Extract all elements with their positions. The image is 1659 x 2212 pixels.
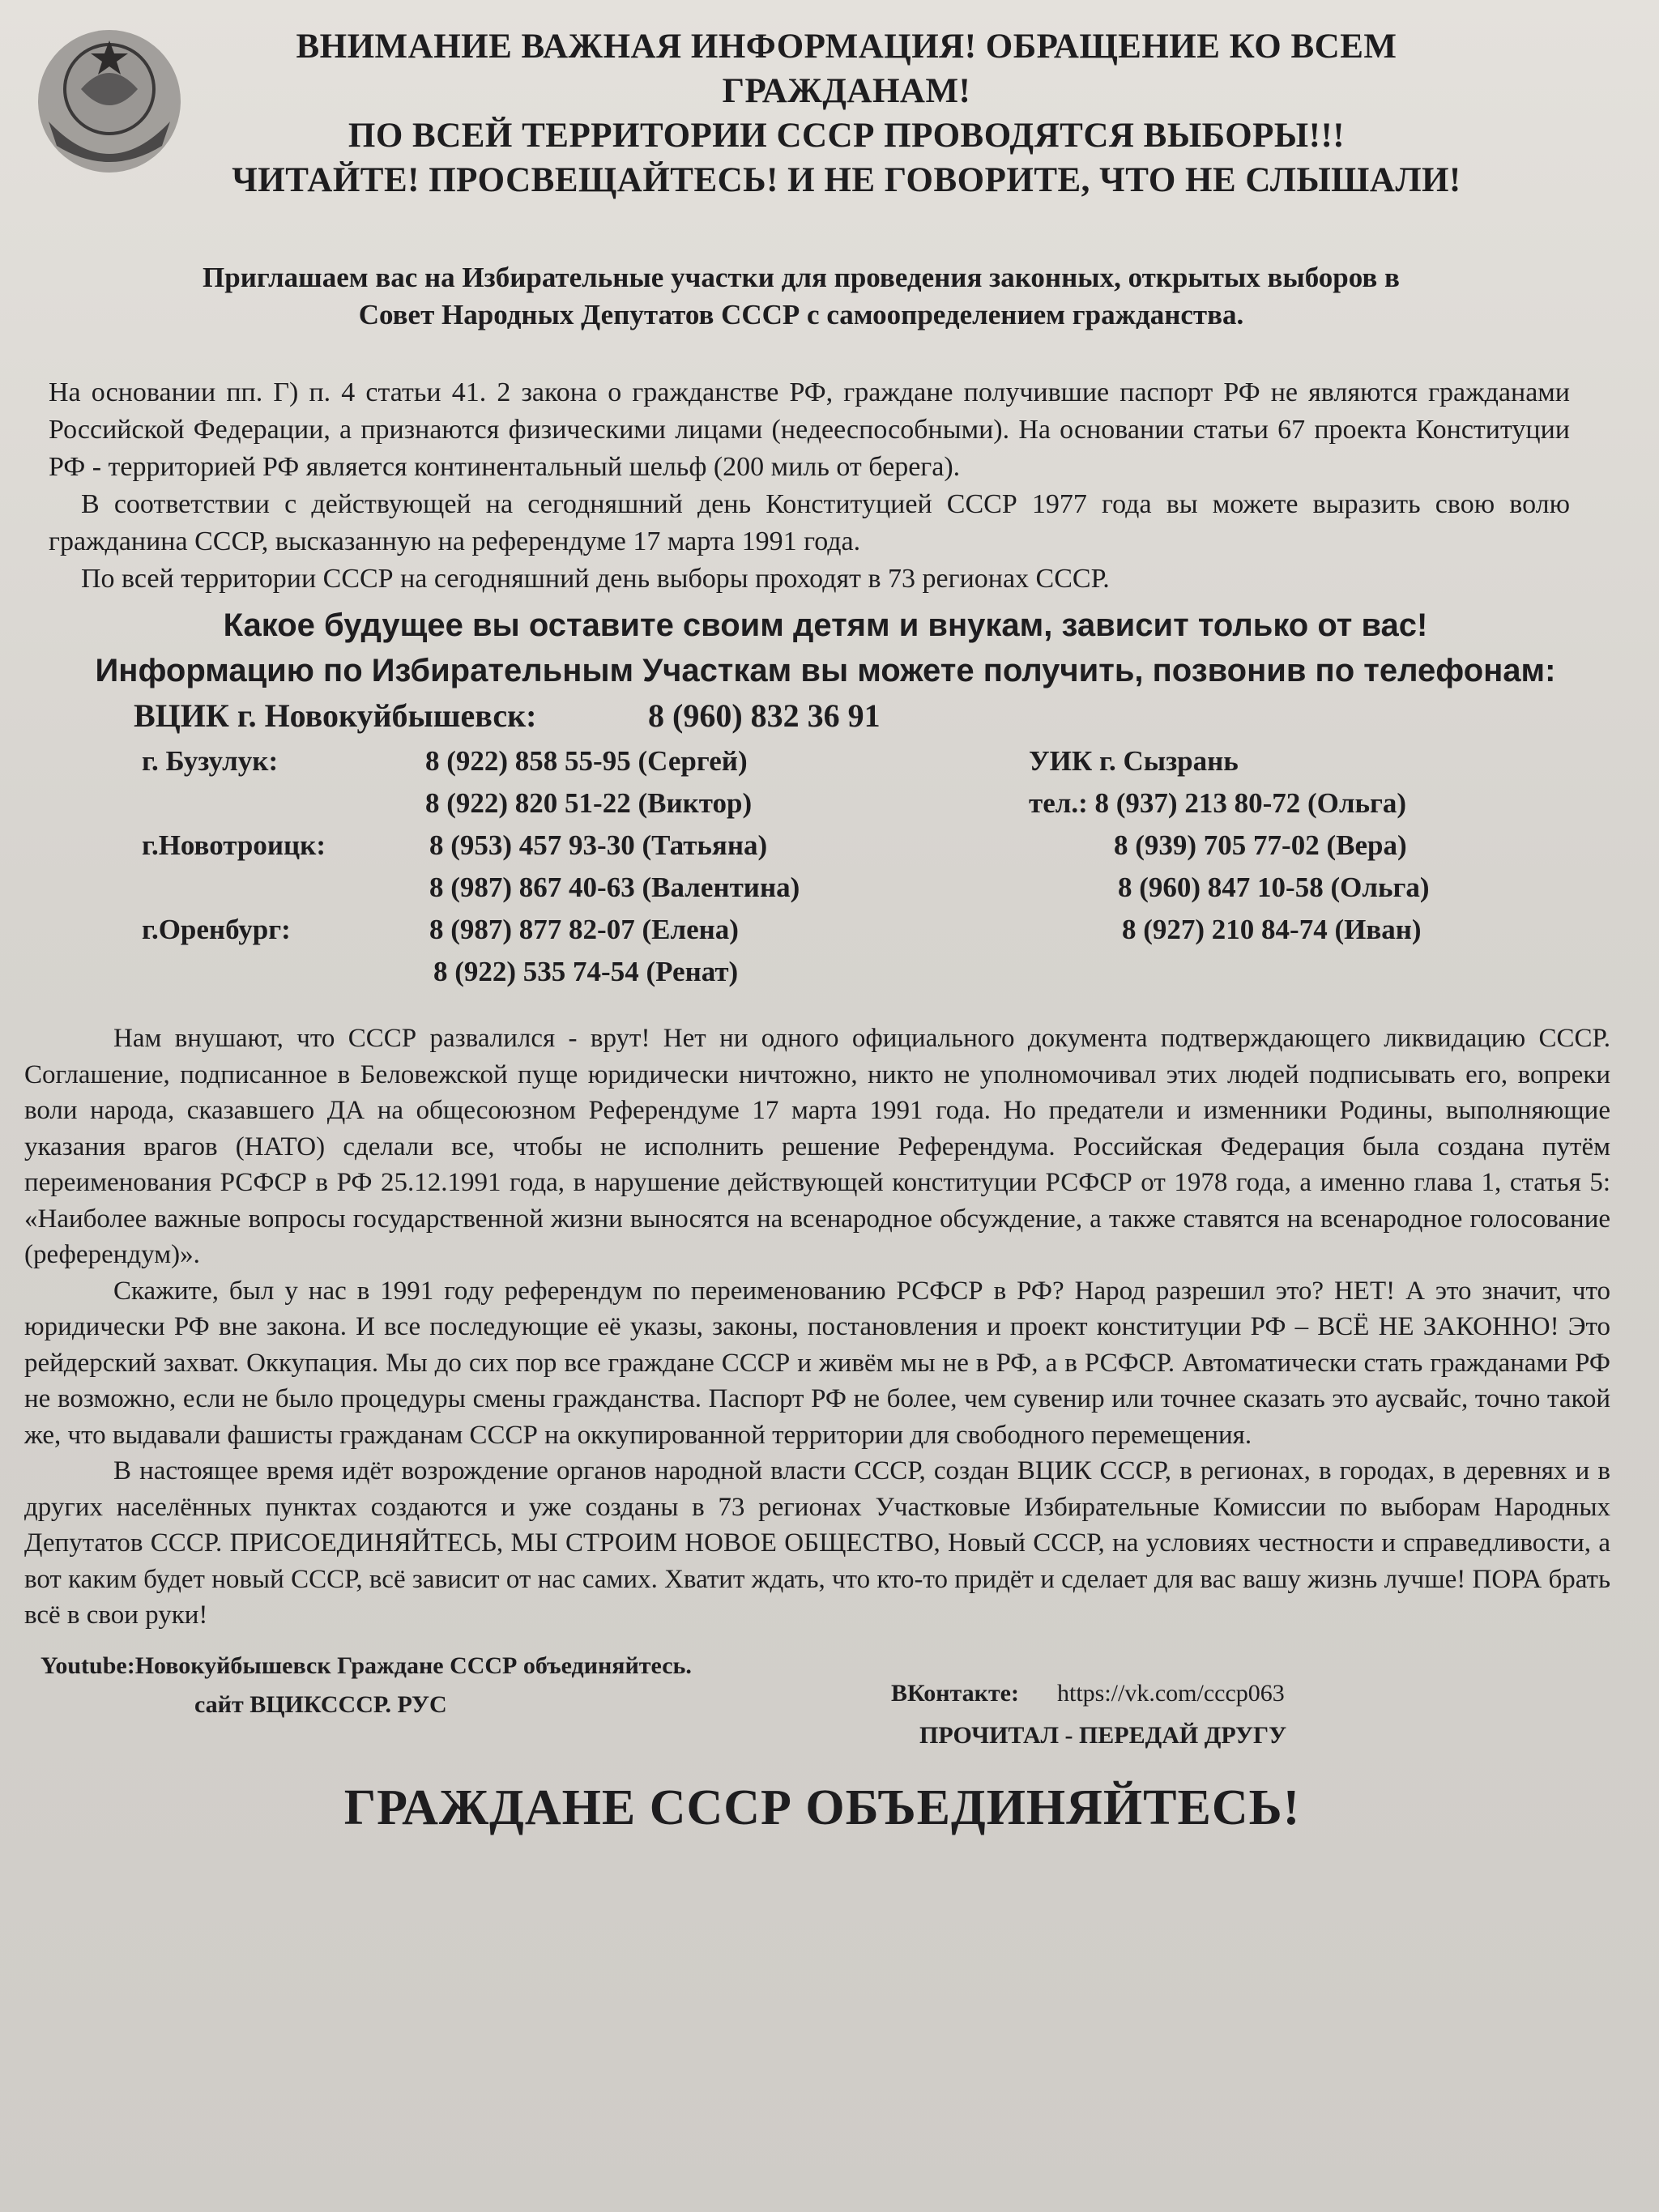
future-line: Какое будущее вы оставите своим детям и внукам, зависит только от вас!: [223, 607, 1428, 643]
phone-number: 8 (939) 705 77-02 (Вера): [1114, 829, 1407, 861]
novotroitsk-label: г.Новотроицк:: [142, 829, 326, 861]
intro-section: [24, 374, 1627, 598]
vk-link[interactable]: https://vk.com/cccp063: [1057, 1679, 1285, 1707]
body-paragraph: Нам внушают, что СССР развалился - врут! Нет ни одного официального документа подтверждающего ликвидацию СССР. Соглашение, подписанное в Беловежской пуще юридически ничтожно, никто не уполномочивал этих людей подписывать его, вопреки воли народа, сказавшего ДА на общесоюзном Референдуме 17 марта 1991 года. Но предатели и изменники Родины, выполняющие указания врагов (НАТО) сделали все, чтобы не исполнить решение Референдума. Российская Федерация была создана путём переименования РСФСР в РФ 25.12.1991 года, в нарушение действующей конституции РСФСР от 1978 года, а именно глава 1, статья 5: «Наиболее важные вопросы государственной жизни выносятся на всенародное обсуждение, а также ставятся на всенародное голосование (референдум)».: [24, 1024, 1610, 1269]
vcik-phone: 8 (960) 832 36 91: [648, 697, 881, 734]
vk-label: ВКонтакте:: [891, 1679, 1019, 1707]
intro-paragraph: На основании пп. Г) п. 4 статьи 41. 2 закона о гражданстве РФ, граждане получившие паспорт РФ не являются гражданами Российской Федерации, а признаются физическими лицами (недееспособными). На основании статьи 67 проекта Конституции РФ - территорией РФ является континентальный шельф (200 миль от берега).: [49, 377, 1570, 482]
buzuluk-label: г. Бузулук:: [142, 745, 279, 777]
phone-number: 8 (922) 858 55-95 (Сергей): [425, 745, 748, 777]
phone-number: 8 (922) 820 51-22 (Виктор): [425, 787, 753, 819]
main-text: [24, 1021, 1627, 1634]
phone-number: 8 (987) 867 40-63 (Валентина): [429, 872, 800, 903]
header-block: [186, 24, 1507, 202]
call-to-action: [24, 603, 1627, 693]
pass-on-text: ПРОЧИТАЛ - ПЕРЕДАЙ ДРУГУ: [919, 1721, 1287, 1749]
invitation-line: Приглашаем вас на Избирательные участки для проведения законных, открытых выборов в: [203, 262, 1400, 293]
vcik-label: ВЦИК г. Новокуйбышевск:: [134, 697, 537, 734]
phone-number: тел.: 8 (937) 213 80-72 (Ольга): [1029, 787, 1407, 819]
orenburg-label: г.Оренбург:: [142, 914, 291, 945]
phone-number: 8 (960) 847 10-58 (Ольга): [1118, 872, 1430, 903]
phone-number: 8 (953) 457 93-30 (Татьяна): [429, 829, 768, 861]
ussr-emblem-icon: [32, 24, 186, 178]
header-line: ЧИТАЙТЕ! ПРОСВЕЩАЙТЕСЬ! И НЕ ГОВОРИТЕ, ЧТО НЕ СЛЫШАЛИ!: [232, 161, 1461, 199]
site-text: сайт ВЦИКСССР. РУС: [194, 1690, 447, 1718]
invitation-line: Совет Народных Депутатов СССР с самоопределением гражданства.: [358, 299, 1244, 330]
header-line: ГРАЖДАНАМ!: [722, 72, 971, 110]
footer: [24, 1650, 1627, 1860]
header-line: ВНИМАНИЕ ВАЖНАЯ ИНФОРМАЦИЯ! ОБРАЩЕНИЕ КО ВСЕМ: [296, 28, 1397, 66]
syzran-label: УИК г. Сызрань: [1029, 745, 1239, 777]
invitation: [24, 259, 1627, 334]
intro-paragraph: В соответствии с действующей на сегодняшний день Конституцией СССР 1977 года вы можете выразить свою волю гражданина СССР, высказанную на референдуме 17 марта 1991 года.: [49, 489, 1570, 556]
body-paragraph: Скажите, был у нас в 1991 году референдум по переименованию РСФСР в РФ? Народ разрешил это? НЕТ! А это значит, что юридически РФ вне закона. И все последующие её указы, законы, постановления и проект конституции РФ – ВСЁ НЕ ЗАКОННО! Это рейдерский захват. Оккупация. Мы до сих пор все граждане СССР и живём мы не в РФ, а в РСФСР. Автоматически стать гражданами РФ не возможно, если не было процедуры смены гражданства. Паспорт РФ не более, чем сувенир или точнее сказать это аусвайс, точно такой же, что выдавали фашисты гражданам СССР на оккупированной территории для свободного перемещения.: [24, 1276, 1610, 1450]
phone-list: [24, 697, 1627, 1004]
info-line: Информацию по Избирательным Участкам вы можете получить, позвонив по телефонам:: [95, 653, 1556, 688]
youtube-text: Youtube:Новокуйбышевск Граждане СССР объединяйтесь.: [41, 1652, 692, 1679]
intro-paragraph: По всей территории СССР на сегодняшний день выборы проходят в 73 регионах СССР.: [81, 564, 1110, 594]
body-paragraph: В настоящее время идёт возрождение органов народной власти СССР, создан ВЦИК СССР, в регионах, в городах, в деревнях и в других населённых пунктах создаются и уже созданы в 73 регионах Участковые Избирательные Комиссии по выборам Народных Депутатов СССР. ПРИСОЕДИНЯЙТЕСЬ, МЫ СТРОИМ НОВОЕ ОБЩЕСТВО, Новый СССР, на условиях честности и справедливости, а вот каким будет новый СССР, всё зависит от нас самих. Хватит ждать, что кто-то придёт и сделает для вас вашу жизнь лучше! ПОРА брать всё в свои руки!: [24, 1456, 1610, 1630]
phone-number: 8 (922) 535 74-54 (Ренат): [433, 956, 739, 987]
header-line: ПО ВСЕЙ ТЕРРИТОРИИ СССР ПРОВОДЯТСЯ ВЫБОРЫ!!!: [348, 117, 1346, 155]
phone-number: 8 (927) 210 84-74 (Иван): [1122, 914, 1422, 945]
phone-number: 8 (987) 877 82-07 (Елена): [429, 914, 739, 945]
slogan: ГРАЖДАНЕ СССР ОБЪЕДИНЯЙТЕСЬ!: [343, 1779, 1301, 1835]
